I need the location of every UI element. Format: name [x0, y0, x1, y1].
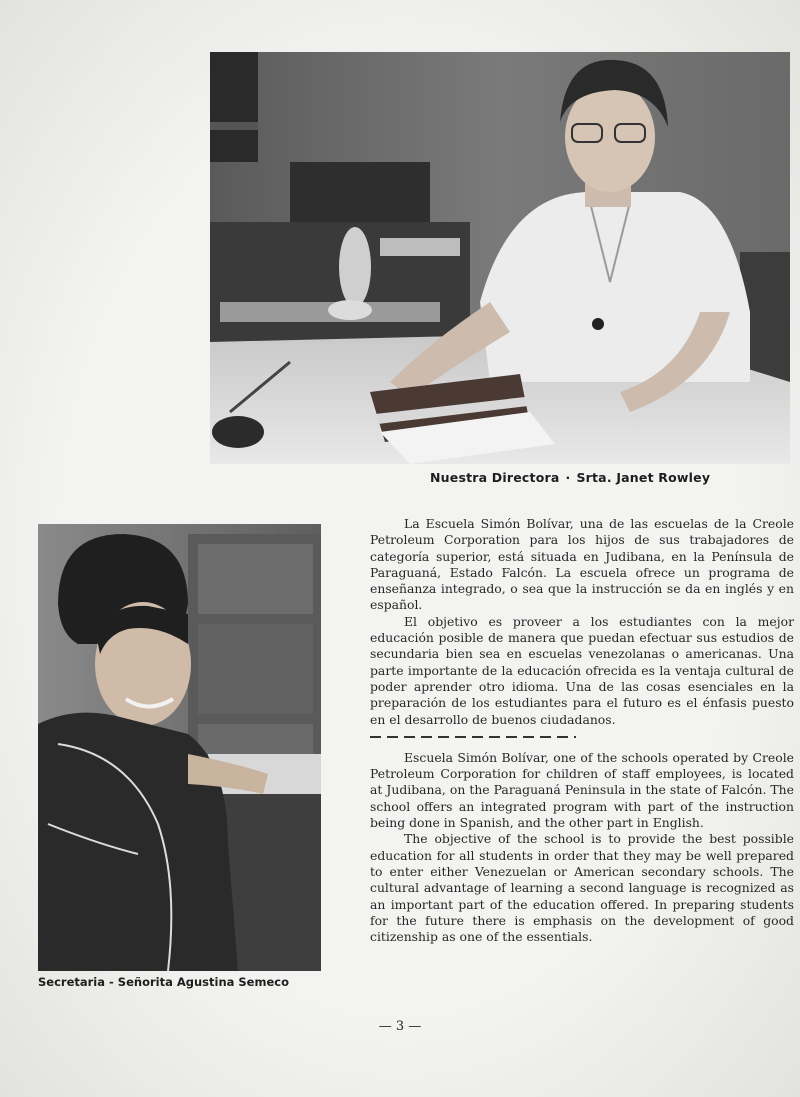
director-caption-separator: ·: [565, 470, 571, 485]
spanish-paragraph-2: El objetivo es proveer a los estudiantes con la mejor educación posible de manera que puedan efectuar sus estudios de secundaria bien sea en escuelas venezolanas o americanas. Una parte importante de la educación ofrecida es la ventaja cultural de poder aprender otro idioma. Una de las cosas esenciales en la preparación de los estudiantes para el futuro es el énfasis puesto en el desarrollo de buenos ciudadanos.: [370, 613, 794, 727]
secretary-caption-separator: -: [109, 975, 114, 989]
secretary-caption-title: Secretaria: [38, 975, 106, 989]
director-caption-title: Nuestra Directora: [430, 470, 560, 485]
english-paragraph-1: Escuela Simón Bolívar, one of the schools operated by Creole Petroleum Corporation for children of staff employees, is located at Judibana, on the Paraguaná Peninsula in the state of Falcón. The school offers an integrated program with part of the instruction being done in Spanish, and the other part in English.: [370, 749, 794, 831]
article-text: [370, 516, 794, 945]
spanish-paragraph-1: La Escuela Simón Bolívar, una de las escuelas de la Creole Petroleum Corporation para los hijos de sus trabajadores de categoría superior, está situada en Judibana, en la Península de Paraguaná, Estado Falcón. La escuela ofrece un programa de enseñanza integrado, o sea que la instrucción se da en inglés y en español.: [370, 516, 794, 613]
section-divider: [370, 736, 576, 738]
director-photo: [210, 52, 790, 464]
english-paragraph-2: The objective of the school is to provide the best possible education for all students in order that they may be well prepared to enter either Venezuelan or American secondary schools. The cultural advantage of learning a second language is recognized as an important part of the education offered. In preparing students for the future there is emphasis on the development of good citizenship as one of the essentials.: [370, 831, 794, 945]
page-number: — 3 —: [378, 1019, 422, 1034]
secretary-caption: [38, 975, 338, 989]
director-caption-name: Srta. Janet Rowley: [576, 470, 711, 485]
director-caption: [430, 470, 760, 485]
secretary-caption-name: Señorita Agustina Semeco: [117, 975, 289, 989]
secretary-photo: [38, 524, 321, 971]
